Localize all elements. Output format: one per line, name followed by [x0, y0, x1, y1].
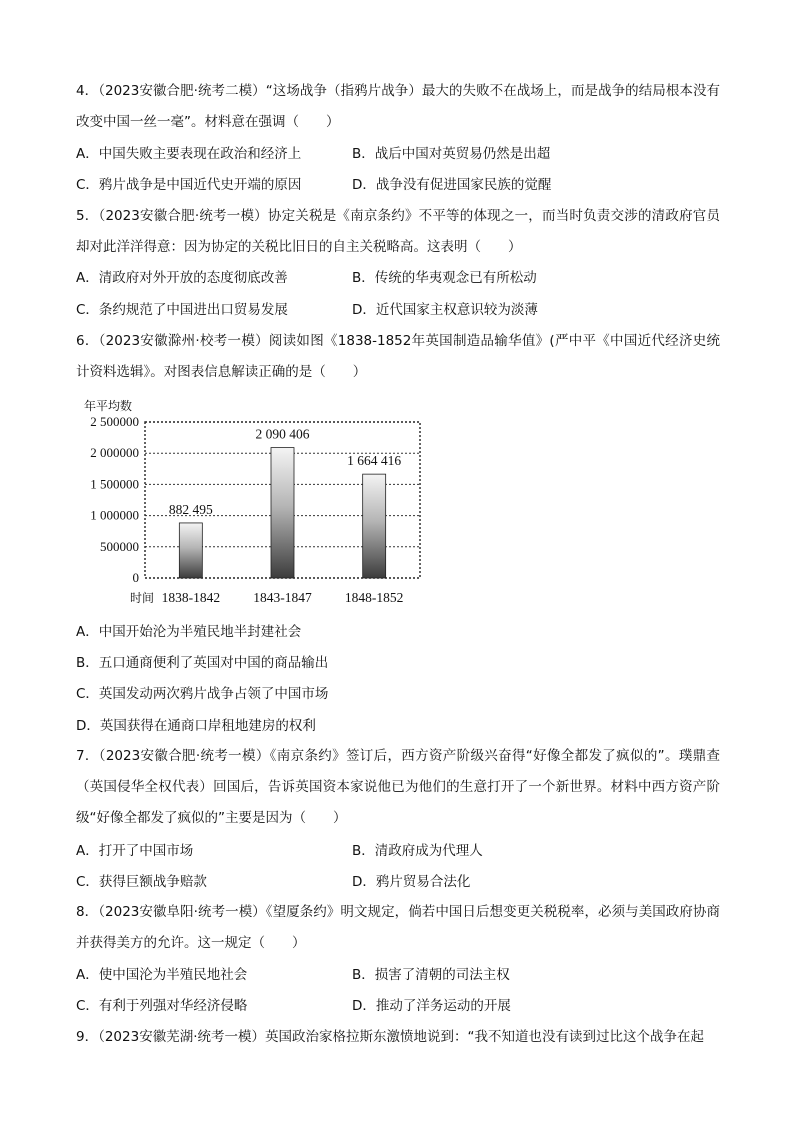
bar-value-label: 882 495: [168, 501, 213, 517]
x-tick-label: 1843-1847: [253, 590, 312, 605]
question-5-stem: 5．（2023安徽合肥·统考一模）协定关税是《南京条约》不平等的体现之一，而当时负责交涉的清政府官员却对此洋洋得意：因为协定的关税比旧日的自主关税略高。这表明（ ）: [76, 208, 720, 255]
question-6-stem: 6．（2023安徽滁州·校考一模）阅读如图《1838-1852年英国制造品输华值》(严中平《中国近代经济史统计资料选辑》。对图表信息解读正确的是（ ）: [76, 333, 720, 380]
question-7-option-b[interactable]: B．清政府成为代理人: [352, 843, 483, 859]
question-6-option-d[interactable]: D．英国获得在通商口岸租地建房的权利: [76, 718, 316, 734]
question-5-option-d[interactable]: D．近代国家主权意识较为淡薄: [352, 302, 538, 318]
y-tick-label: 500000: [100, 538, 139, 554]
question-5-option-a[interactable]: A．清政府对外开放的态度彻底改善: [76, 270, 288, 286]
bar-value-label: 2 090 406: [255, 426, 310, 442]
question-7-stem: 7．（2023安徽合肥·统考一模）《南京条约》签订后，西方资产阶级兴奋得“好像全都发了疯似的”。璞鼎查（英国侵华全权代表）回国后，告诉英国资本家说他已为他们的生意打开了一个新世界。材料中西方资产阶级“好像全都发了疯似的”主要是因为（ ）: [76, 748, 720, 826]
question-6-option-b[interactable]: B．五口通商便利了英国对中国的商品输出: [76, 655, 329, 671]
bar-1838-1842: [179, 523, 202, 578]
question-4-option-b[interactable]: B．战后中国对英贸易仍然是出超: [352, 146, 551, 162]
question-8-option-b[interactable]: B．损害了清朝的司法主权: [352, 967, 510, 983]
bar-value-label: 1 664 416: [347, 453, 402, 469]
y-axis-title: 年平均数: [84, 399, 133, 413]
chart-svg: [68, 392, 428, 614]
y-tick-label: 1 000000: [90, 507, 139, 523]
x-axis-title: 时间: [130, 591, 155, 605]
question-4-option-a[interactable]: A．中国失败主要表现在政治和经济上: [76, 146, 302, 162]
question-6-option-c[interactable]: C．英国发动两次鸦片战争占领了中国市场: [76, 686, 329, 702]
y-tick-label: 2 500000: [90, 414, 139, 429]
question-4-option-d[interactable]: D．战争没有促进国家民族的觉醒: [352, 177, 552, 193]
question-8-option-c[interactable]: C．有利于列强对华经济侵略: [76, 998, 248, 1014]
question-4-stem: 4．（2023安徽合肥·统考二模）“这场战争（指鸦片战争）最大的失败不在战场上，而是战争的结局根本没有改变中国一丝一毫”。材料意在强调（ ）: [76, 83, 720, 130]
x-tick-label: 1838-1842: [161, 590, 221, 605]
y-tick-label: 2 000000: [90, 445, 139, 461]
question-5-option-b[interactable]: B．传统的华夷观念已有所松动: [352, 270, 537, 286]
question-5-option-c[interactable]: C．条约规范了中国进出口贸易发展: [76, 302, 288, 318]
question-7-option-c[interactable]: C．获得巨额战争赔款: [76, 874, 207, 890]
question-9-stem: 9．（2023安徽芜湖·统考一模）英国政治家格拉斯东激愤地说到：“我不知道也没有读到过比这个战争在起: [76, 1029, 704, 1045]
question-8-stem: 8．（2023安徽阜阳·统考一模）《望厦条约》明文规定，倘若中国日后想变更关税税率，必须与美国政府协商并获得美方的允许。这一规定（ ）: [76, 904, 720, 951]
question-8-option-a[interactable]: A．使中国沦为半殖民地社会: [76, 967, 248, 983]
y-tick-label: 1 500000: [90, 476, 139, 492]
y-tick-label: 0: [132, 570, 139, 585]
question-7-option-d[interactable]: D．鸦片贸易合法化: [352, 874, 471, 890]
question-8-option-d[interactable]: D．推动了洋务运动的开展: [352, 998, 511, 1014]
x-tick-label: 1848-1852: [344, 590, 404, 605]
question-4-option-c[interactable]: C．鸦片战争是中国近代史开端的原因: [76, 177, 302, 193]
question-6-option-a[interactable]: A．中国开始沦为半殖民地半封建社会: [76, 624, 302, 640]
question-7-option-a[interactable]: A．打开了中国市场: [76, 843, 194, 859]
bar-1848-1852: [363, 474, 386, 578]
bar-1843-1847: [271, 448, 294, 578]
bar-chart: [68, 392, 428, 614]
